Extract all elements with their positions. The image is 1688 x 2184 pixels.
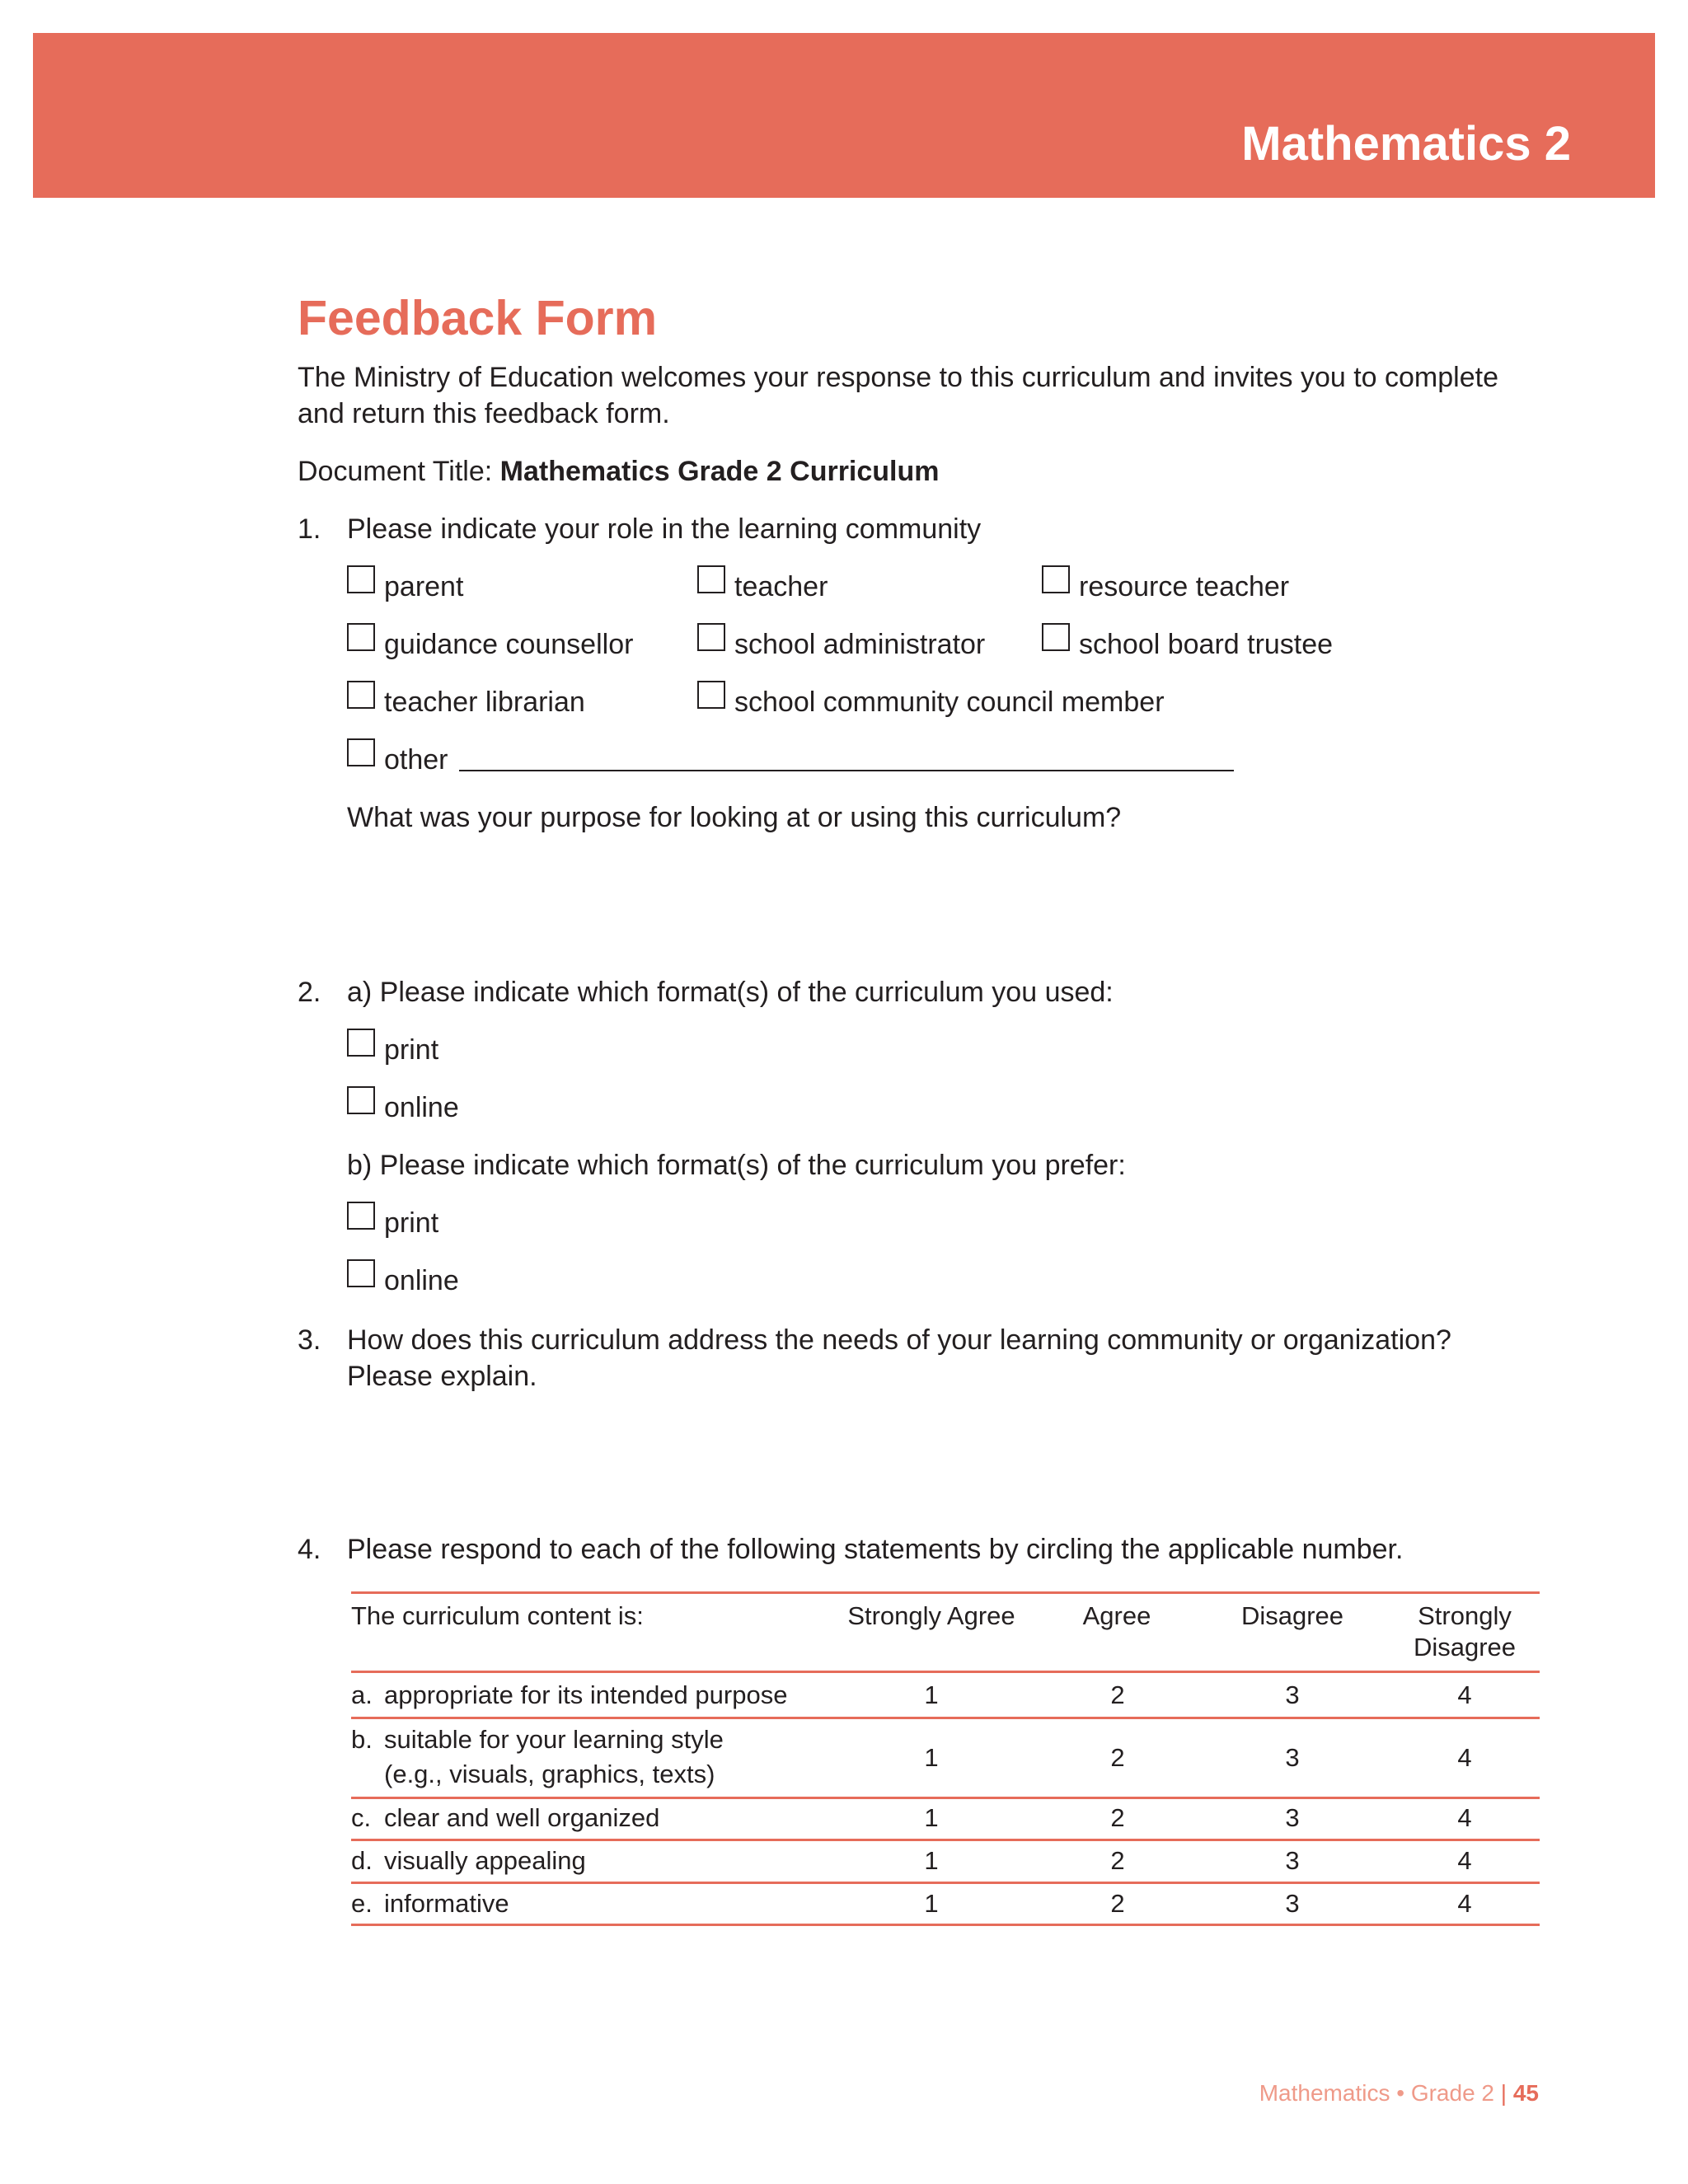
rating-option-4[interactable]: 4 <box>1457 1803 1472 1832</box>
page-number: 45 <box>1512 2080 1539 2106</box>
option-label-school-community-council-member: school community council member <box>734 687 1165 718</box>
checkbox-prefer-print[interactable] <box>347 1202 375 1230</box>
prefer-online-label: online <box>384 1265 459 1296</box>
prefer-print-label: print <box>384 1207 439 1239</box>
q3-number: 3. <box>298 1324 321 1356</box>
q1-followup: What was your purpose for looking at or using this curriculum? <box>347 802 1122 833</box>
q1-number: 1. <box>298 513 321 545</box>
table-rule-row <box>351 1839 1540 1841</box>
checkbox-guidance-counsellor[interactable] <box>347 623 375 651</box>
rating-option-3[interactable]: 3 <box>1285 1889 1300 1918</box>
checkbox-used-online[interactable] <box>347 1086 375 1114</box>
rating-option-4[interactable]: 4 <box>1457 1680 1472 1709</box>
document-title-label: Document Title: <box>298 456 493 487</box>
rating-option-1[interactable]: 1 <box>924 1846 939 1875</box>
q1-prompt: Please indicate your role in the learning community <box>347 513 982 545</box>
footer-separator: | <box>1500 2080 1507 2106</box>
rating-option-2[interactable]: 2 <box>1110 1680 1125 1709</box>
option-label-school-administrator: school administrator <box>734 629 986 660</box>
rating-option-2[interactable]: 2 <box>1110 1743 1125 1772</box>
column-agree: Agree <box>1082 1601 1151 1630</box>
option-label-guidance-counsellor: guidance counsellor <box>384 629 634 660</box>
checkbox-resource-teacher[interactable] <box>1042 565 1070 593</box>
q4-number: 4. <box>298 1534 321 1565</box>
checkbox-parent[interactable] <box>347 565 375 593</box>
row-letter: e. <box>351 1889 373 1918</box>
checkbox-prefer-online[interactable] <box>347 1259 375 1287</box>
q3-prompt-line2: Please explain. <box>347 1361 537 1392</box>
q3-prompt-line1: How does this curriculum address the needs of your learning community or organization? <box>347 1324 1451 1356</box>
option-label-parent: parent <box>384 571 464 602</box>
row-letter: b. <box>351 1725 373 1754</box>
option-label-resource-teacher: resource teacher <box>1079 571 1290 602</box>
option-label-school-board-trustee: school board trustee <box>1079 629 1334 660</box>
document-title-line <box>298 453 940 490</box>
rating-option-2[interactable]: 2 <box>1110 1889 1125 1918</box>
footer-bullet: • <box>1396 2080 1405 2106</box>
table-rule-row <box>351 1717 1540 1719</box>
page-footer <box>1259 2077 1539 2110</box>
q2-number: 2. <box>298 977 321 1008</box>
option-label-teacher: teacher <box>734 571 828 602</box>
used-online-label: online <box>384 1092 459 1123</box>
row-letter: a. <box>351 1680 373 1709</box>
q2b-prompt: b) Please indicate which format(s) of the curriculum you prefer: <box>347 1150 1126 1181</box>
q1-answer-space[interactable] <box>347 841 1534 972</box>
rating-option-3[interactable]: 3 <box>1285 1680 1300 1709</box>
column-strongly-disagree-line2: Disagree <box>1413 1633 1517 1661</box>
row-statement-detail: (e.g., visuals, graphics, texts) <box>384 1760 715 1788</box>
row-statement: informative <box>384 1889 509 1918</box>
q2a-prompt: a) Please indicate which format(s) of the curriculum you used: <box>347 977 1114 1008</box>
option-label-teacher-librarian: teacher librarian <box>384 687 585 718</box>
checkbox-used-print[interactable] <box>347 1029 375 1057</box>
row-statement: clear and well organized <box>384 1803 660 1832</box>
q4-prompt: Please respond to each of the following statements by circling the applicable number. <box>347 1534 1404 1565</box>
column-strongly-agree: Strongly Agree <box>847 1601 1015 1630</box>
q3-answer-space[interactable] <box>347 1401 1534 1525</box>
table-header-label: The curriculum content is: <box>351 1601 644 1630</box>
row-letter: d. <box>351 1846 373 1875</box>
rating-option-2[interactable]: 2 <box>1110 1803 1125 1832</box>
table-rule-row <box>351 1797 1540 1799</box>
rating-option-3[interactable]: 3 <box>1285 1846 1300 1875</box>
rating-option-3[interactable]: 3 <box>1285 1743 1300 1772</box>
footer-subject: Mathematics <box>1259 2080 1390 2106</box>
checkbox-school-board-trustee[interactable] <box>1042 623 1070 651</box>
column-strongly-disagree-line1: Strongly <box>1418 1601 1512 1630</box>
table-rule-top <box>351 1591 1540 1594</box>
form-intro: The Ministry of Education welcomes your response to this curriculum and invites you to complete and return this feedback form. <box>298 362 1498 429</box>
rating-option-1[interactable]: 1 <box>924 1803 939 1832</box>
footer-grade: Grade 2 <box>1410 2080 1494 2106</box>
rating-option-4[interactable]: 4 <box>1457 1846 1472 1875</box>
rating-option-1[interactable]: 1 <box>924 1743 939 1772</box>
rating-option-1[interactable]: 1 <box>924 1680 939 1709</box>
table-rule-bottom <box>351 1924 1540 1926</box>
column-disagree: Disagree <box>1240 1601 1344 1630</box>
rating-option-4[interactable]: 4 <box>1457 1743 1472 1772</box>
checkbox-teacher[interactable] <box>697 565 725 593</box>
checkbox-school-community-council-member[interactable] <box>697 681 725 709</box>
checkbox-other[interactable] <box>347 738 375 766</box>
checkbox-school-administrator[interactable] <box>697 623 725 651</box>
table-rule-header <box>351 1671 1540 1673</box>
rating-option-4[interactable]: 4 <box>1457 1889 1472 1918</box>
row-statement: appropriate for its intended purpose <box>384 1680 788 1709</box>
row-letter: c. <box>351 1803 372 1832</box>
row-statement: visually appealing <box>384 1846 586 1875</box>
header-title: Mathematics 2 <box>1241 117 1571 171</box>
document-title-value: Mathematics Grade 2 Curriculum <box>499 456 940 487</box>
table-rule-row <box>351 1882 1540 1884</box>
used-print-label: print <box>384 1034 439 1066</box>
other-fill-in-line[interactable] <box>459 770 1234 771</box>
row-statement: suitable for your learning style <box>384 1725 724 1754</box>
form-title: Feedback Form <box>298 291 658 345</box>
rating-option-1[interactable]: 1 <box>924 1889 939 1918</box>
rating-option-3[interactable]: 3 <box>1285 1803 1300 1832</box>
option-label-other: other <box>384 744 448 776</box>
rating-option-2[interactable]: 2 <box>1110 1846 1125 1875</box>
checkbox-teacher-librarian[interactable] <box>347 681 375 709</box>
